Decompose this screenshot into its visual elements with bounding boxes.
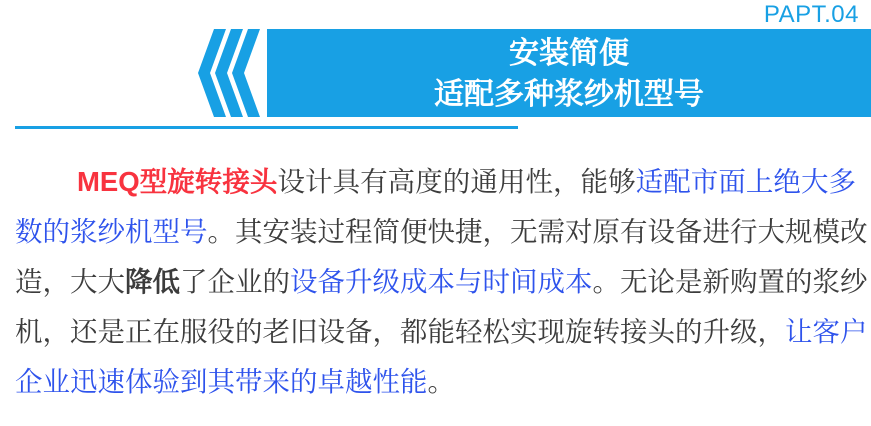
banner-title-line1: 安装简便 bbox=[509, 37, 629, 70]
text-segment-blue: 让客户 bbox=[785, 316, 868, 347]
text-segment-normal: 。无论是新购置的浆纱 bbox=[592, 266, 868, 297]
text-segment-normal: 造，大大 bbox=[15, 266, 125, 297]
divider-line bbox=[15, 126, 518, 129]
text-segment-blue: 适配市面上绝大多 bbox=[635, 166, 857, 197]
body-paragraph bbox=[15, 157, 868, 407]
text-segment-normal: 。 bbox=[427, 366, 455, 397]
title-banner bbox=[267, 29, 871, 117]
text-segment-normal: 机，还是正在服役的老旧设备，都能轻松实现旋转接头的升级， bbox=[15, 316, 785, 347]
text-segment-normal: 了企业的 bbox=[180, 266, 290, 297]
paragraph-line bbox=[15, 307, 868, 357]
page-number-label: PAPT.04 bbox=[763, 1, 859, 28]
paragraph-line bbox=[15, 157, 856, 207]
text-segment-red-bold: MEQ型旋转接头 bbox=[77, 166, 278, 197]
banner-title-line2: 适配多种浆纱机型号 bbox=[434, 78, 704, 111]
text-segment-normal: 设计具有高度的通用性，能够 bbox=[277, 166, 636, 197]
text-segment-blue: 企业迅速体验到其带来的卓越性能 bbox=[15, 366, 428, 397]
text-segment-normal: 。其安装过程简便快捷，无需对原有设备进行大规模改 bbox=[207, 216, 868, 247]
chevron-decoration-icon bbox=[198, 29, 260, 117]
text-segment-blue: 数的浆纱机型号 bbox=[15, 216, 208, 247]
paragraph-line bbox=[15, 257, 868, 307]
text-segment-bold: 降低 bbox=[125, 266, 180, 297]
text-segment-blue: 设备升级成本与时间成本 bbox=[290, 266, 593, 297]
paragraph-line bbox=[15, 357, 856, 407]
paragraph-line bbox=[15, 207, 868, 257]
